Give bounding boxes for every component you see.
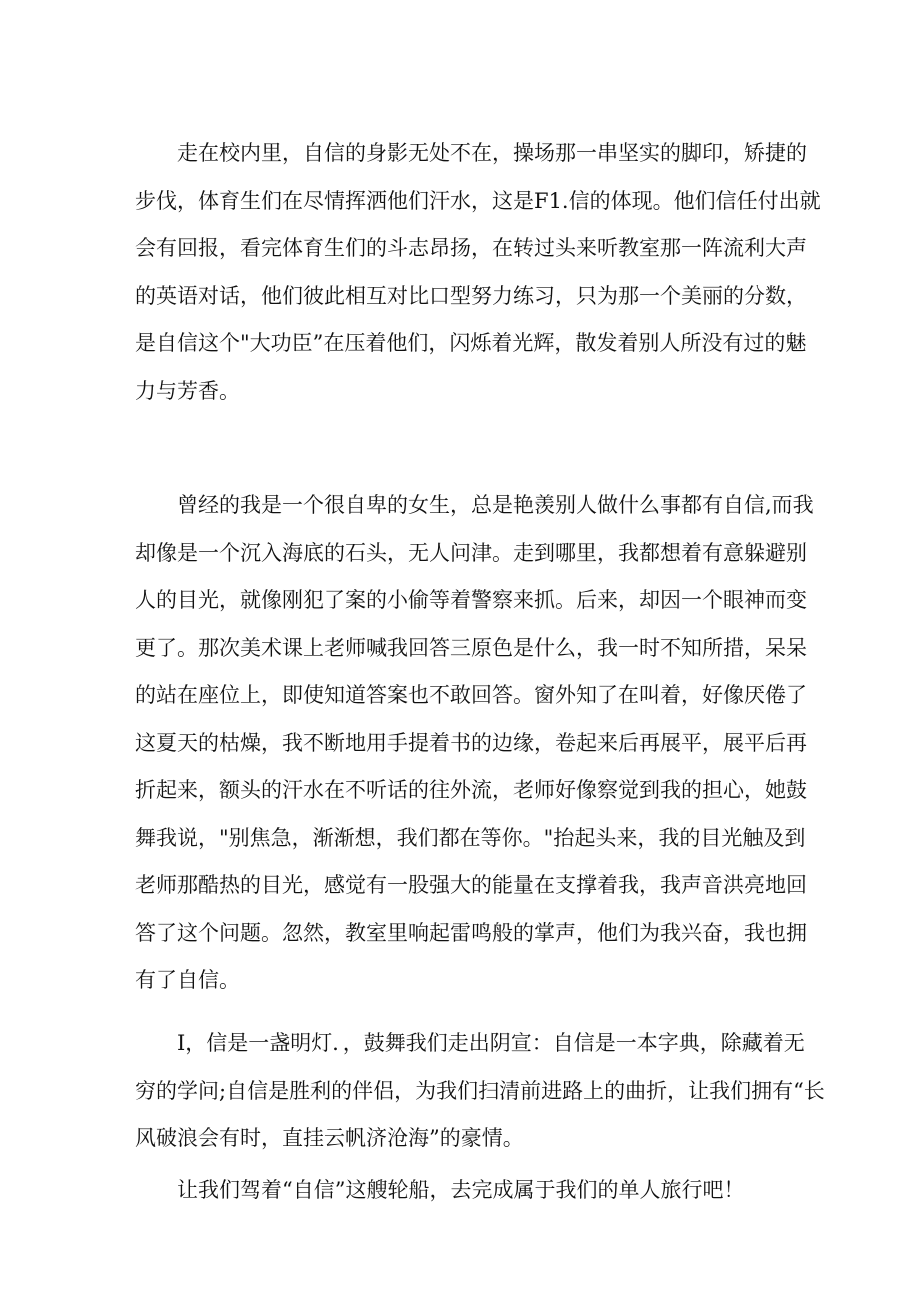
text-line: 是自信这个"大功臣”在压着他们，闪烁着光辉，散发着别人所没有过的魅 <box>135 331 807 355</box>
paragraph-confidence-on-campus <box>135 130 821 415</box>
text-line: 人的目光，就像刚犯了案的小偷等着警察来抓。后来，却因一个眼神而变 <box>135 588 807 612</box>
text-line: 的英语对话，他们彼此相互对比口型努力练习，只为那一个美丽的分数， <box>135 283 807 308</box>
text-line: 会有回报，看完体育生们的斗志昂扬，在转过头来听教室那一阵流利大声 <box>135 236 807 260</box>
text-line: 曾经的我是一个很自卑的女生，总是艳羡别人做什么事都有自信,而我 <box>135 493 814 517</box>
text-line: 风破浪会有时，直挂云帆济沧海”的豪情。 <box>135 1126 524 1150</box>
paragraph-confidence-metaphors <box>135 1020 825 1163</box>
text-line: 舞我说，"别焦急，渐渐想，我们都在等你。"抬起头来，我的目光触及到 <box>135 825 806 850</box>
text-line: 这夏天的枯燥，我不断地用手提着书的边缘，卷起来后再展平，展平后再 <box>135 730 807 755</box>
text-line: 答了这个问题。忽然，教室里响起雷鸣般的掌声，他们为我兴奋，我也拥 <box>135 920 807 945</box>
text-line: 走在校内里，自信的身影无处不在，操场那一串坚实的脚印，矫捷的 <box>135 141 807 165</box>
text-line: 更了。那次美术课上老师喊我回答三原色是什么，我一时不知所措，呆呆 <box>135 635 807 660</box>
text-line: 折起来，额头的汗水在不听话的往外流，老师好像察觉到我的担心，她鼓 <box>135 778 807 802</box>
text-line: 有了自信。 <box>135 968 240 992</box>
text-line: 穷的学问;自信是胜利的伴侣，为我们扫清前进路上的曲折，让我们拥有“长 <box>135 1078 825 1103</box>
text-line: 力与芳香。 <box>135 378 240 403</box>
paragraph-personal-story <box>135 482 814 1005</box>
paragraph-closing <box>135 1167 785 1215</box>
text-line: 老师那酷热的目光，感觉有一股强大的能量在支撑着我，我声音洪亮地回 <box>135 873 807 897</box>
text-line: 步伐，体育生们在尽情挥洒他们汗水，这是F1.信的体现。他们信任付出就 <box>135 188 821 213</box>
text-line: I，信是一盏明灯．，鼓舞我们走出阴宣：自信是一本字典，除藏着无 <box>135 1031 805 1055</box>
text-line: 却像是一个沉入海底的石头，无人问津。走到哪里，我都想着有意躲避别 <box>135 540 807 565</box>
text-line: 让我们驾着“自信”这艘轮船，去完成属于我们的单人旅行吧！ <box>135 1178 745 1202</box>
text-line: 的站在座位上，即使知道答案也不敢回答。窗外知了在叫着，好像厌倦了 <box>135 683 807 707</box>
